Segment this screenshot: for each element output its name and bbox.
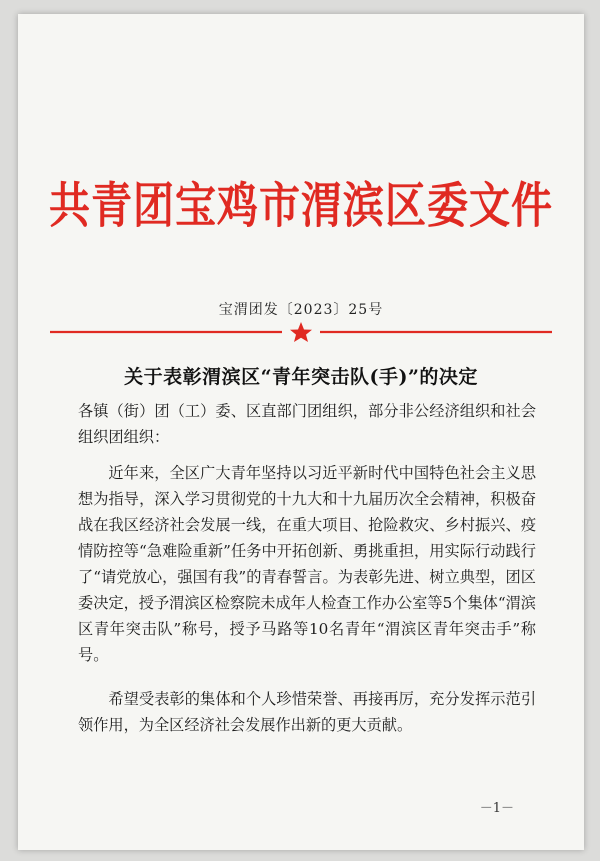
star-icon [290,322,312,342]
document-page [18,14,584,850]
page-number: －1－ [479,801,514,816]
document-body [78,398,536,738]
salutation: 各镇（街）团（工）委、区直部门团组织，部分非公经济组织和社会组织团组织： [78,402,536,446]
document-title: 关于表彰渭滨区“青年突击队(手)”的决定 [124,366,478,388]
body-paragraph-2: 希望受表彰的集体和个人珍惜荣誉、再接再厉，充分发挥示范引领作用，为全区经济社会发展作出新的更大贡献。 [78,690,536,734]
body-paragraph-1: 近年来，全区广大青年坚持以习近平新时代中国特色社会主义思想为指导，深入学习贯彻党的十九大和十九届历次全会精神，积极奋战在我区经济社会发展一线，在重大项目、抢险救灾、乡村振兴、疫情防控等“急难险重新”任务中开拓创新、勇挑重担，用实际行动践行了“请党放心，强国有我”的青春誓言。为表彰先进、树立典型，团区委决定，授予渭滨区检察院未成年人检查工作办公室等5个集体“渭滨区青年突击队”称号，授予马路等10名青年“渭滨区青年突击手”称号。 [78,464,536,664]
red-divider [50,321,552,343]
document-number: 宝渭团发〔2023〕25号 [218,302,384,318]
document-header: 共青团宝鸡市渭滨区委文件 [49,177,553,234]
